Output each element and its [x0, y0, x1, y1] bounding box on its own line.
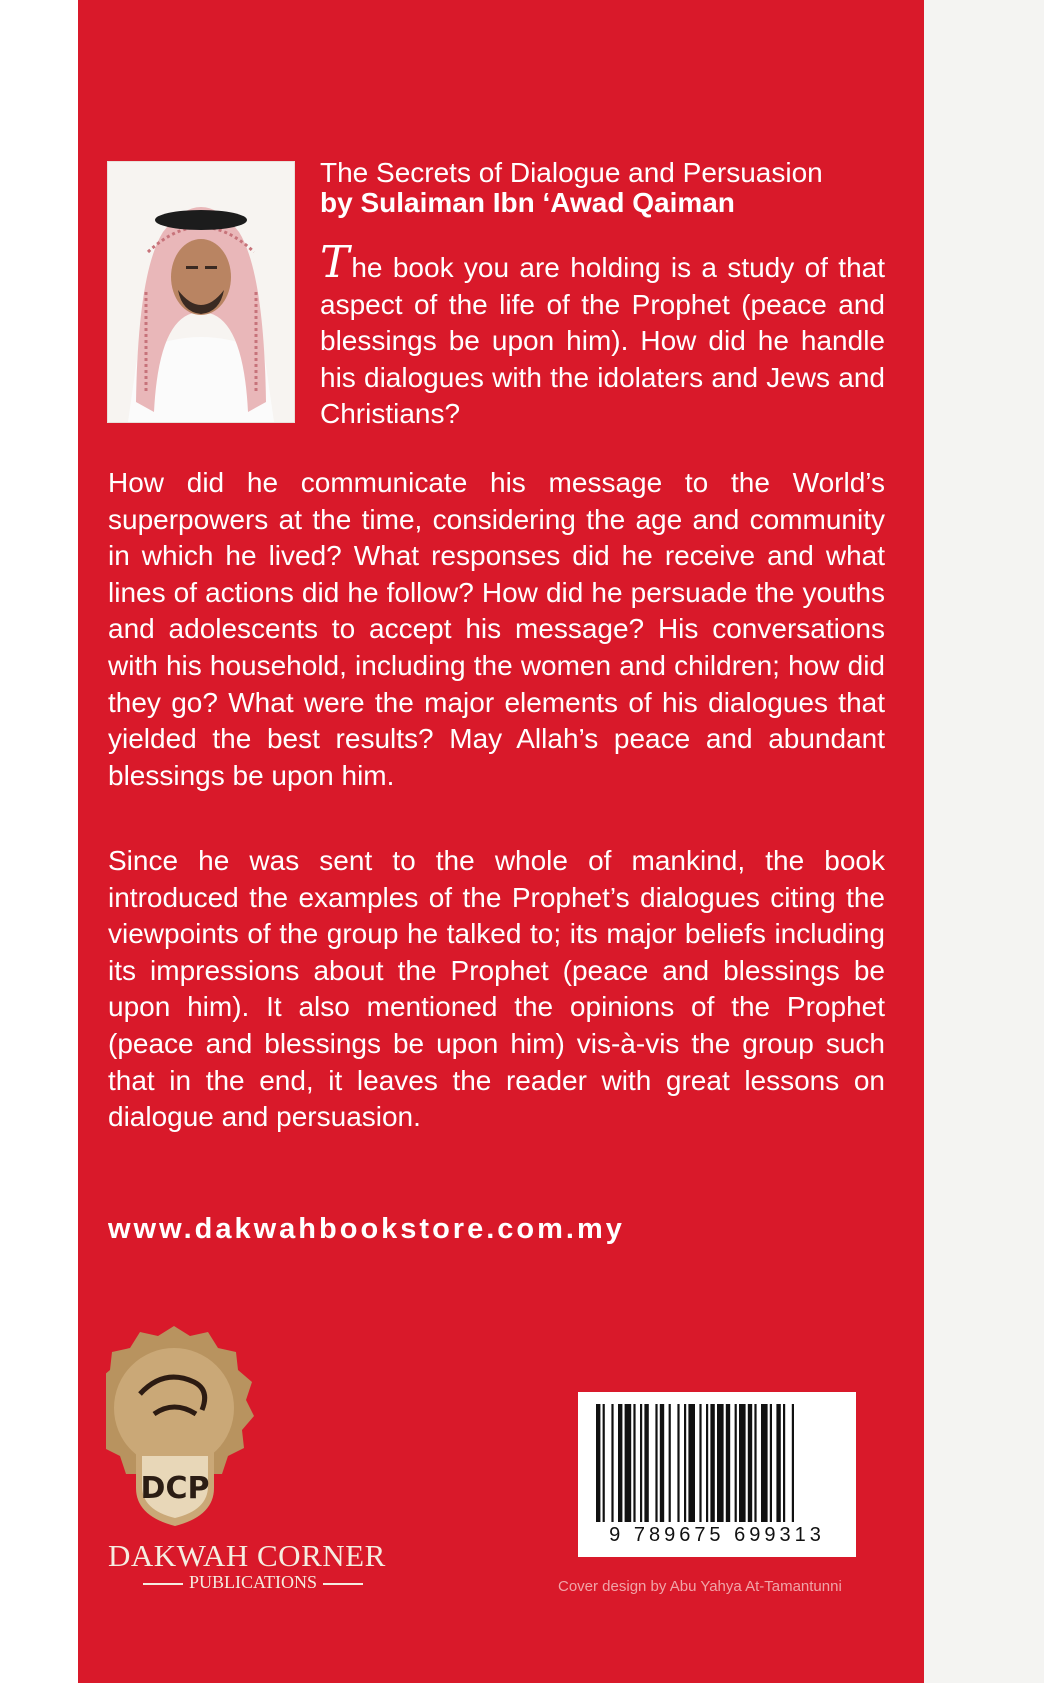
barcode-digits: 9 789675 699313 — [609, 1524, 825, 1546]
barcode-bar — [618, 1404, 622, 1522]
barcode-bar — [644, 1404, 648, 1522]
barcode-bar — [684, 1404, 686, 1522]
barcode-bar — [611, 1404, 613, 1522]
barcode-bar — [660, 1404, 664, 1522]
website-url: www.dakwahbookstore.com.my — [108, 1213, 625, 1245]
barcode-bar — [770, 1404, 772, 1522]
page-margin — [924, 0, 1044, 1683]
barcode-bar — [710, 1404, 714, 1522]
barcode-bar — [754, 1404, 756, 1522]
blurb-paragraph-1 — [320, 237, 885, 433]
barcode-bar — [739, 1404, 746, 1522]
cover-credit: Cover design by Abu Yahya At-Tamantunni — [558, 1578, 842, 1595]
publisher-name: DAKWAH CORNER — [108, 1538, 386, 1573]
barcode-bar — [677, 1404, 679, 1522]
barcode-bar — [688, 1404, 695, 1522]
logo-monogram: DCP — [140, 1471, 210, 1506]
barcode-bar — [726, 1404, 730, 1522]
barcode-bar — [633, 1404, 635, 1522]
drop-cap: T — [320, 237, 350, 288]
barcode-bar — [699, 1404, 701, 1522]
blurb-paragraph-1-text: he book you are holding is a study of that aspect of the life of the Prophet (peace and blessings be upon him). How did he handle his dialogues with the idolaters and Jews and Christians? — [320, 252, 885, 430]
barcode-bar — [596, 1404, 600, 1522]
barcode-bar — [717, 1404, 724, 1522]
barcode-bar — [655, 1404, 657, 1522]
barcode-bars — [578, 1392, 856, 1524]
barcode-bar — [761, 1404, 768, 1522]
barcode-bar — [706, 1404, 708, 1522]
barcode-bar — [792, 1404, 794, 1522]
blurb-paragraph-3: Since he was sent to the whole of mankind, the book introduced the examples of the Prophet’s dialogues citing the viewpoints of the group he talked to; its major beliefs including its impressions about the Prophet (peace and blessings be upon him). It also mentioned the opinions of the Prophet (peace and blessings be upon him) vis-à-vis the group such that in the end, it leaves the reader with great lessons on dialogue and persuasion. — [108, 845, 885, 1133]
barcode-bar — [748, 1404, 752, 1522]
barcode-bar — [735, 1404, 737, 1522]
author-photo — [108, 162, 294, 422]
barcode — [578, 1392, 856, 1557]
book-title: The Secrets of Dialogue and Persuasion — [320, 157, 823, 188]
barcode-bar — [640, 1404, 642, 1522]
barcode-bar — [625, 1404, 632, 1522]
barcode-bar — [603, 1404, 605, 1522]
blurb-paragraph-2: How did he communicate his message to the World’s superpowers at the time, considering the age and community in which he lived? What responses did he receive and what lines of actions did he follow? How did he persuade the youths and adolescents to accept his message? His conversations with his household, including the women and children; how did they go? What were the major elements of his dialogues that yielded the best results? May Allah’s peace and abundant blessings be upon him. — [108, 467, 885, 791]
barcode-bar — [669, 1404, 671, 1522]
publisher-subtitle: PUBLICATIONS — [108, 1572, 398, 1593]
barcode-bar — [776, 1404, 780, 1522]
barcode-bar — [783, 1404, 785, 1522]
author-name: by Sulaiman Ibn ‘Awad Qaiman — [320, 187, 735, 218]
